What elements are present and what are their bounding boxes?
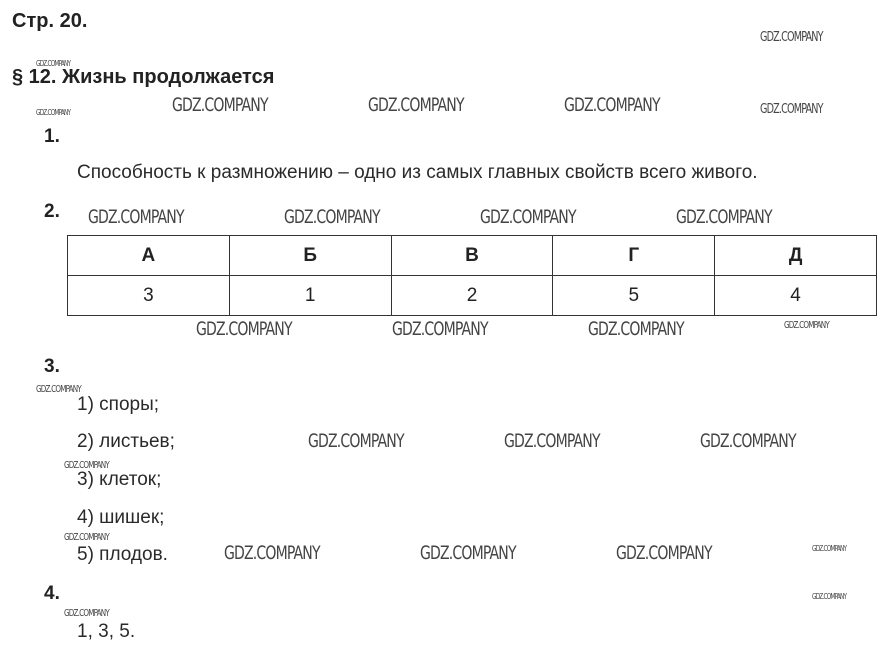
answer-table [67,235,877,316]
watermark: GDZ.COMPANY [812,544,847,553]
task-1-number: 1. [44,126,60,147]
task-2-number: 2. [44,201,60,222]
watermark: GDZ.COMPANY [504,430,600,452]
table-header-cell: Г [553,236,715,276]
watermark: GDZ.COMPANY [700,430,796,452]
table-cell: 1 [229,276,391,316]
section-title: § 12. Жизнь продолжается [12,66,275,88]
list-item: 4) шишек; [77,507,165,528]
watermark: GDZ.COMPANY [64,532,109,543]
watermark: GDZ.COMPANY [676,206,772,228]
table-header-cell: В [391,236,553,276]
watermark: GDZ.COMPANY [616,542,712,564]
task-4-answer: 1, 3, 5. [77,621,136,642]
watermark: GDZ.COMPANY [564,94,660,116]
watermark: GDZ.COMPANY [36,108,71,117]
table-cell: 3 [68,276,230,316]
list-item: 5) плодов. [77,544,168,565]
table-cell: 5 [553,276,715,316]
watermark: GDZ.COMPANY [284,206,380,228]
table-header-cell: Д [715,236,877,276]
table-cell: 4 [715,276,877,316]
watermark: GDZ.COMPANY [64,460,109,471]
watermark: GDZ.COMPANY [64,608,109,619]
watermark: GDZ.COMPANY [368,94,464,116]
task-1-answer: Способность к размножению – одно из самых главных свойств всего живого. [77,162,758,183]
list-item: 2) листьев; [77,431,175,452]
watermark: GDZ.COMPANY [784,320,829,331]
watermark: GDZ.COMPANY [588,318,684,340]
list-item: 3) клеток; [77,469,162,490]
watermark: GDZ.COMPANY [88,206,184,228]
task-3-number: 3. [44,356,60,377]
watermark: GDZ.COMPANY [308,430,404,452]
table-row [68,276,877,316]
watermark: GDZ.COMPANY [392,318,488,340]
watermark: GDZ.COMPANY [172,94,268,116]
table-header-cell: Б [229,236,391,276]
watermark: GDZ.COMPANY [760,102,823,117]
watermark: GDZ.COMPANY [36,59,71,68]
watermark: GDZ.COMPANY [812,592,847,601]
watermark: GDZ.COMPANY [420,542,516,564]
watermark: GDZ.COMPANY [196,318,292,340]
watermark: GDZ.COMPANY [480,206,576,228]
table-header-cell: А [68,236,230,276]
table-header-row [68,236,877,276]
watermark: GDZ.COMPANY [224,542,320,564]
watermark: GDZ.COMPANY [760,30,823,45]
table-cell: 2 [391,276,553,316]
page-title: Стр. 20. [12,10,88,32]
watermark: GDZ.COMPANY [36,384,81,395]
task-4-number: 4. [44,583,60,604]
list-item: 1) споры; [77,394,160,415]
